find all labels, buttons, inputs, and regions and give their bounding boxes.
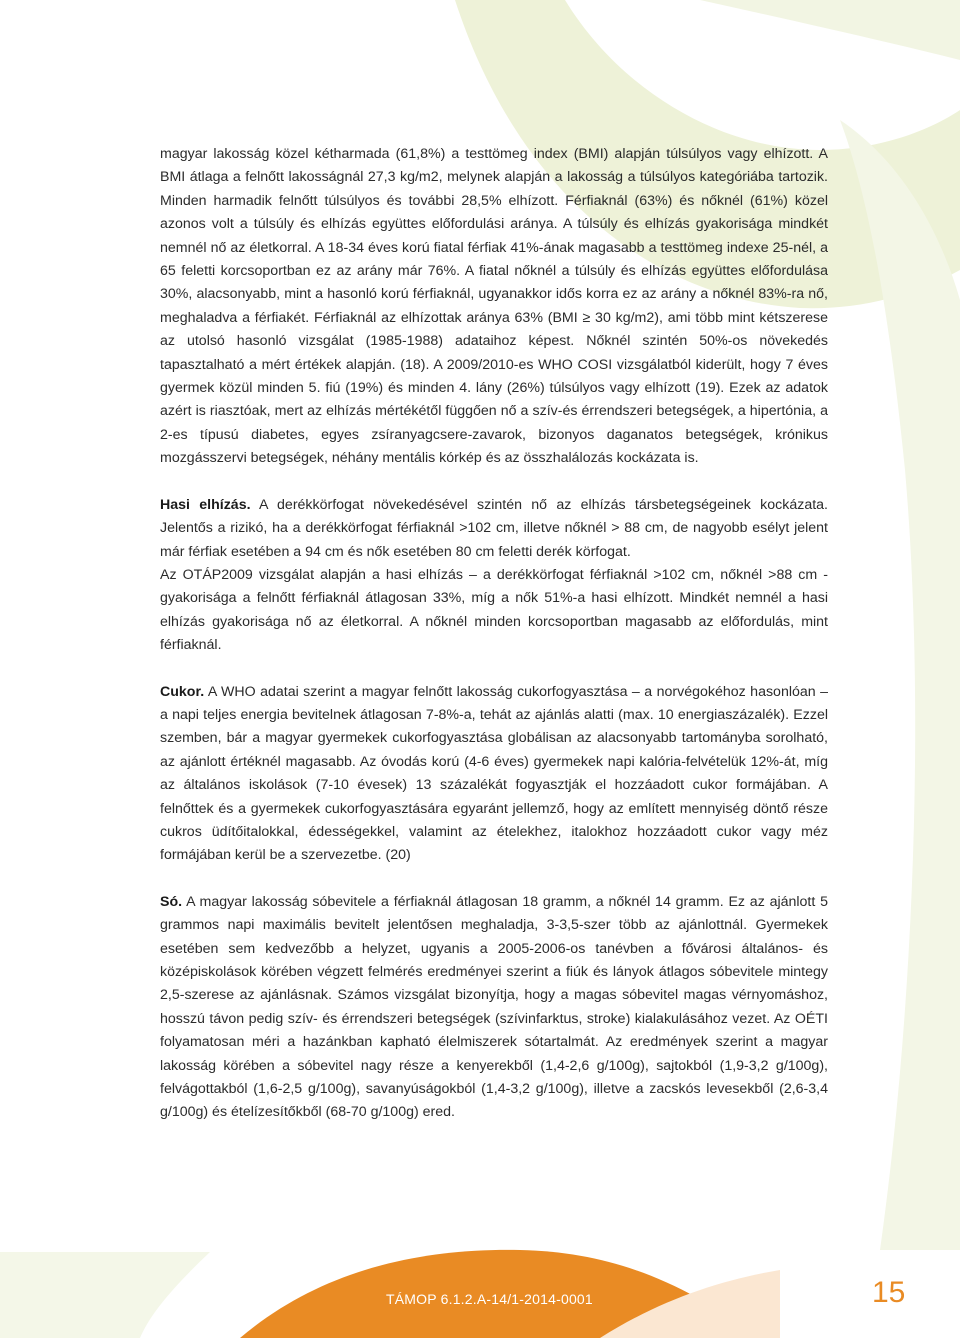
paragraph-text: A derékkörfogat növekedésével szintén nő az elhízás társbetegségeinek kockázata. Jelentős a rizikó, ha a derékkörfogat férfiaknál >102 cm, illetve nőknél > 88 cm, de nagyobb esélyt jelent már férfiak esetében a 94 cm és nők esetében 80 cm feletti derék körfogat.: [160, 496, 828, 560]
paragraph-text: A WHO adatai szerint a magyar felnőtt lakosság cukorfogyasztása – a norvégokéhoz hasonlóan – a napi teljes energia bevitelnek átlagosan 7-8%-a, tehát az ajánlás alatti (max. 10 energiaszázalék). Ezzel szemben, bár a magyar gyermekek cukorfogyasztása globálisan az alacsonyabb tartományba sorolható, az ajánlott értéknél magasabb. Az óvodás korú (4-6 éves) gyermekek napi kalória-felvételük 12%-át, míg az általános iskolások (7-10 évesek) 13 százalékát fogyasztják el hozzáadott cukor formájában. A felnőttek és a gyermekek cukorfogyasztására egyaránt jellemző, hogy az említett mennyiség döntő része cukros üdítőitalokkal, édességekkel, valamint az ételekhez, italokhoz hozzáadott cukor vagy méz formájában kerül be a szervezetbe. (20): [160, 683, 828, 864]
paragraph-salt: [160, 891, 828, 1125]
paragraph-abdominal-obesity: [160, 494, 828, 564]
project-code: TÁMOP 6.1.2.A-14/1-2014-0001: [386, 1291, 593, 1307]
main-text: [160, 143, 828, 1125]
paragraph-gap: [160, 471, 828, 494]
paragraph-gap: [160, 868, 828, 891]
paragraph-otap2009: Az OTÁP2009 vizsgálat alapján a hasi elhízás – a derékkörfogat férfiaknál >102 cm, nőknél >88 cm - gyakorisága a felnőtt férfiaknál átlagosan 33%, míg a nők 51%-a hasi elhízott. Mindkét nemnél a hasi elhízás gyakorisága nő az életkorral. A nőknél minden korcsoportban magasabb az előfordulás, mint férfiaknál.: [160, 566, 828, 654]
run-in-heading: Só.: [160, 893, 183, 910]
paragraph-text: A magyar lakosság sóbevitele a férfiaknál átlagosan 18 gramm, a nőknél 14 gramm. Ez az ajánlott 5 grammos napi maximális bevitelt jelentősen meghaladja, 3-3,5-szer több az ajánlottnál. Gyermekek esetében sem kedvezőbb a helyzet, ugyanis a 2005-2006-os tanévben a fővárosi általános- és középiskolások körében végzett felmérés eredményei szerint a fiúk és lányok átlagos sóbevitele mintegy 2,5-szerese az ajánlásnak. Számos vizsgálat bizonyítja, hogy a magas sóbevitel magas vérnyomáshoz, hosszú távon pedig szív- és érrendszeri betegségek (szívinfarktus, stroke) kialakulásához vezet. Az OÉTI folyamatosan méri a hazánkban kapható élelmiszerek sótartalmát. Az eredmények szerint a magyar lakosság körében a sóbevitel nagy része a kenyerekből (1,4-2,6 g/100g), sajtokból (1,9-3,2 g/100g), felvágottakból (1,6-2,5 g/100g), savanyúságokból (1,4-3,2 g/100g), illetve a zacskós levesekből (2,6-3,4 g/100g) és ételízesítőkből (68-70 g/100g) ered.: [160, 893, 828, 1121]
run-in-heading: Cukor.: [160, 683, 205, 700]
right-arc-shape: [700, 0, 960, 60]
page-number: 15: [872, 1276, 906, 1309]
paragraph-sugar: [160, 681, 828, 868]
paragraph-obesity-stats: magyar lakosság közel kétharmada (61,8%) a testtömeg index (BMI) alapján túlsúlyos vagy elhízott. A BMI átlaga a felnőtt lakosságnál 27,3 kg/m2, melynek alapján a lakosság a túlsúlyos kategóriába tartozik. Minden harmadik felnőtt túlsúlyos és további 28,5% elhízott. Férfiaknál (63%) és nőknél (61%) közel azonos volt a túlsúly és elhízás együttes előfordulási aránya. A túlsúly és elhízás gyakorisága mindkét nemnél nő az életkorral. A 18-34 éves korú fiatal férfiak 41%-ának magasabb a testtömeg indexe 25-nél, a 65 feletti korcsoportban ez az arány már 76%. A fiatal nőknél a túlsúly és elhízás együttes előfordulása 30%, alacsonyabb, mint a hasonló korú férfiaknál, ugyanakkor idős korra ez az arány a nőknél 83%-ra nő, meghaladva a férfiakét. Férfiaknál az elhízottak aránya 63% (BMI ≥ 30 kg/m2), ami több mint kétszerese az utolsó hasonló vizsgálat (1985-1988) adataihoz képest. Nőknél szintén 50%-os növekedés tapasztalható a mért értékek alapján. (18). A 2009/2010-es WHO COSI vizsgálatból kiderült, hogy 7 éves gyermek közül minden 5. fiú (19%) és minden 4. lány (26%) túlsúlyos vagy elhízott (19). Ezek az adatok azért is riasztóak, mert az elhízás mértékétől függően nő a szív-és érrendszeri betegségek, a hipertónia, a 2-es típusú diabetes, egyes zsíranyagcsere-zavarok, bizonyos daganatos betegségek, krónikus mozgásszervi betegségek, néhány mentális kórkép és az összhalálozás kockázata is.: [160, 146, 828, 467]
paragraph-gap: [160, 658, 828, 681]
run-in-heading: Hasi elhízás.: [160, 496, 251, 513]
